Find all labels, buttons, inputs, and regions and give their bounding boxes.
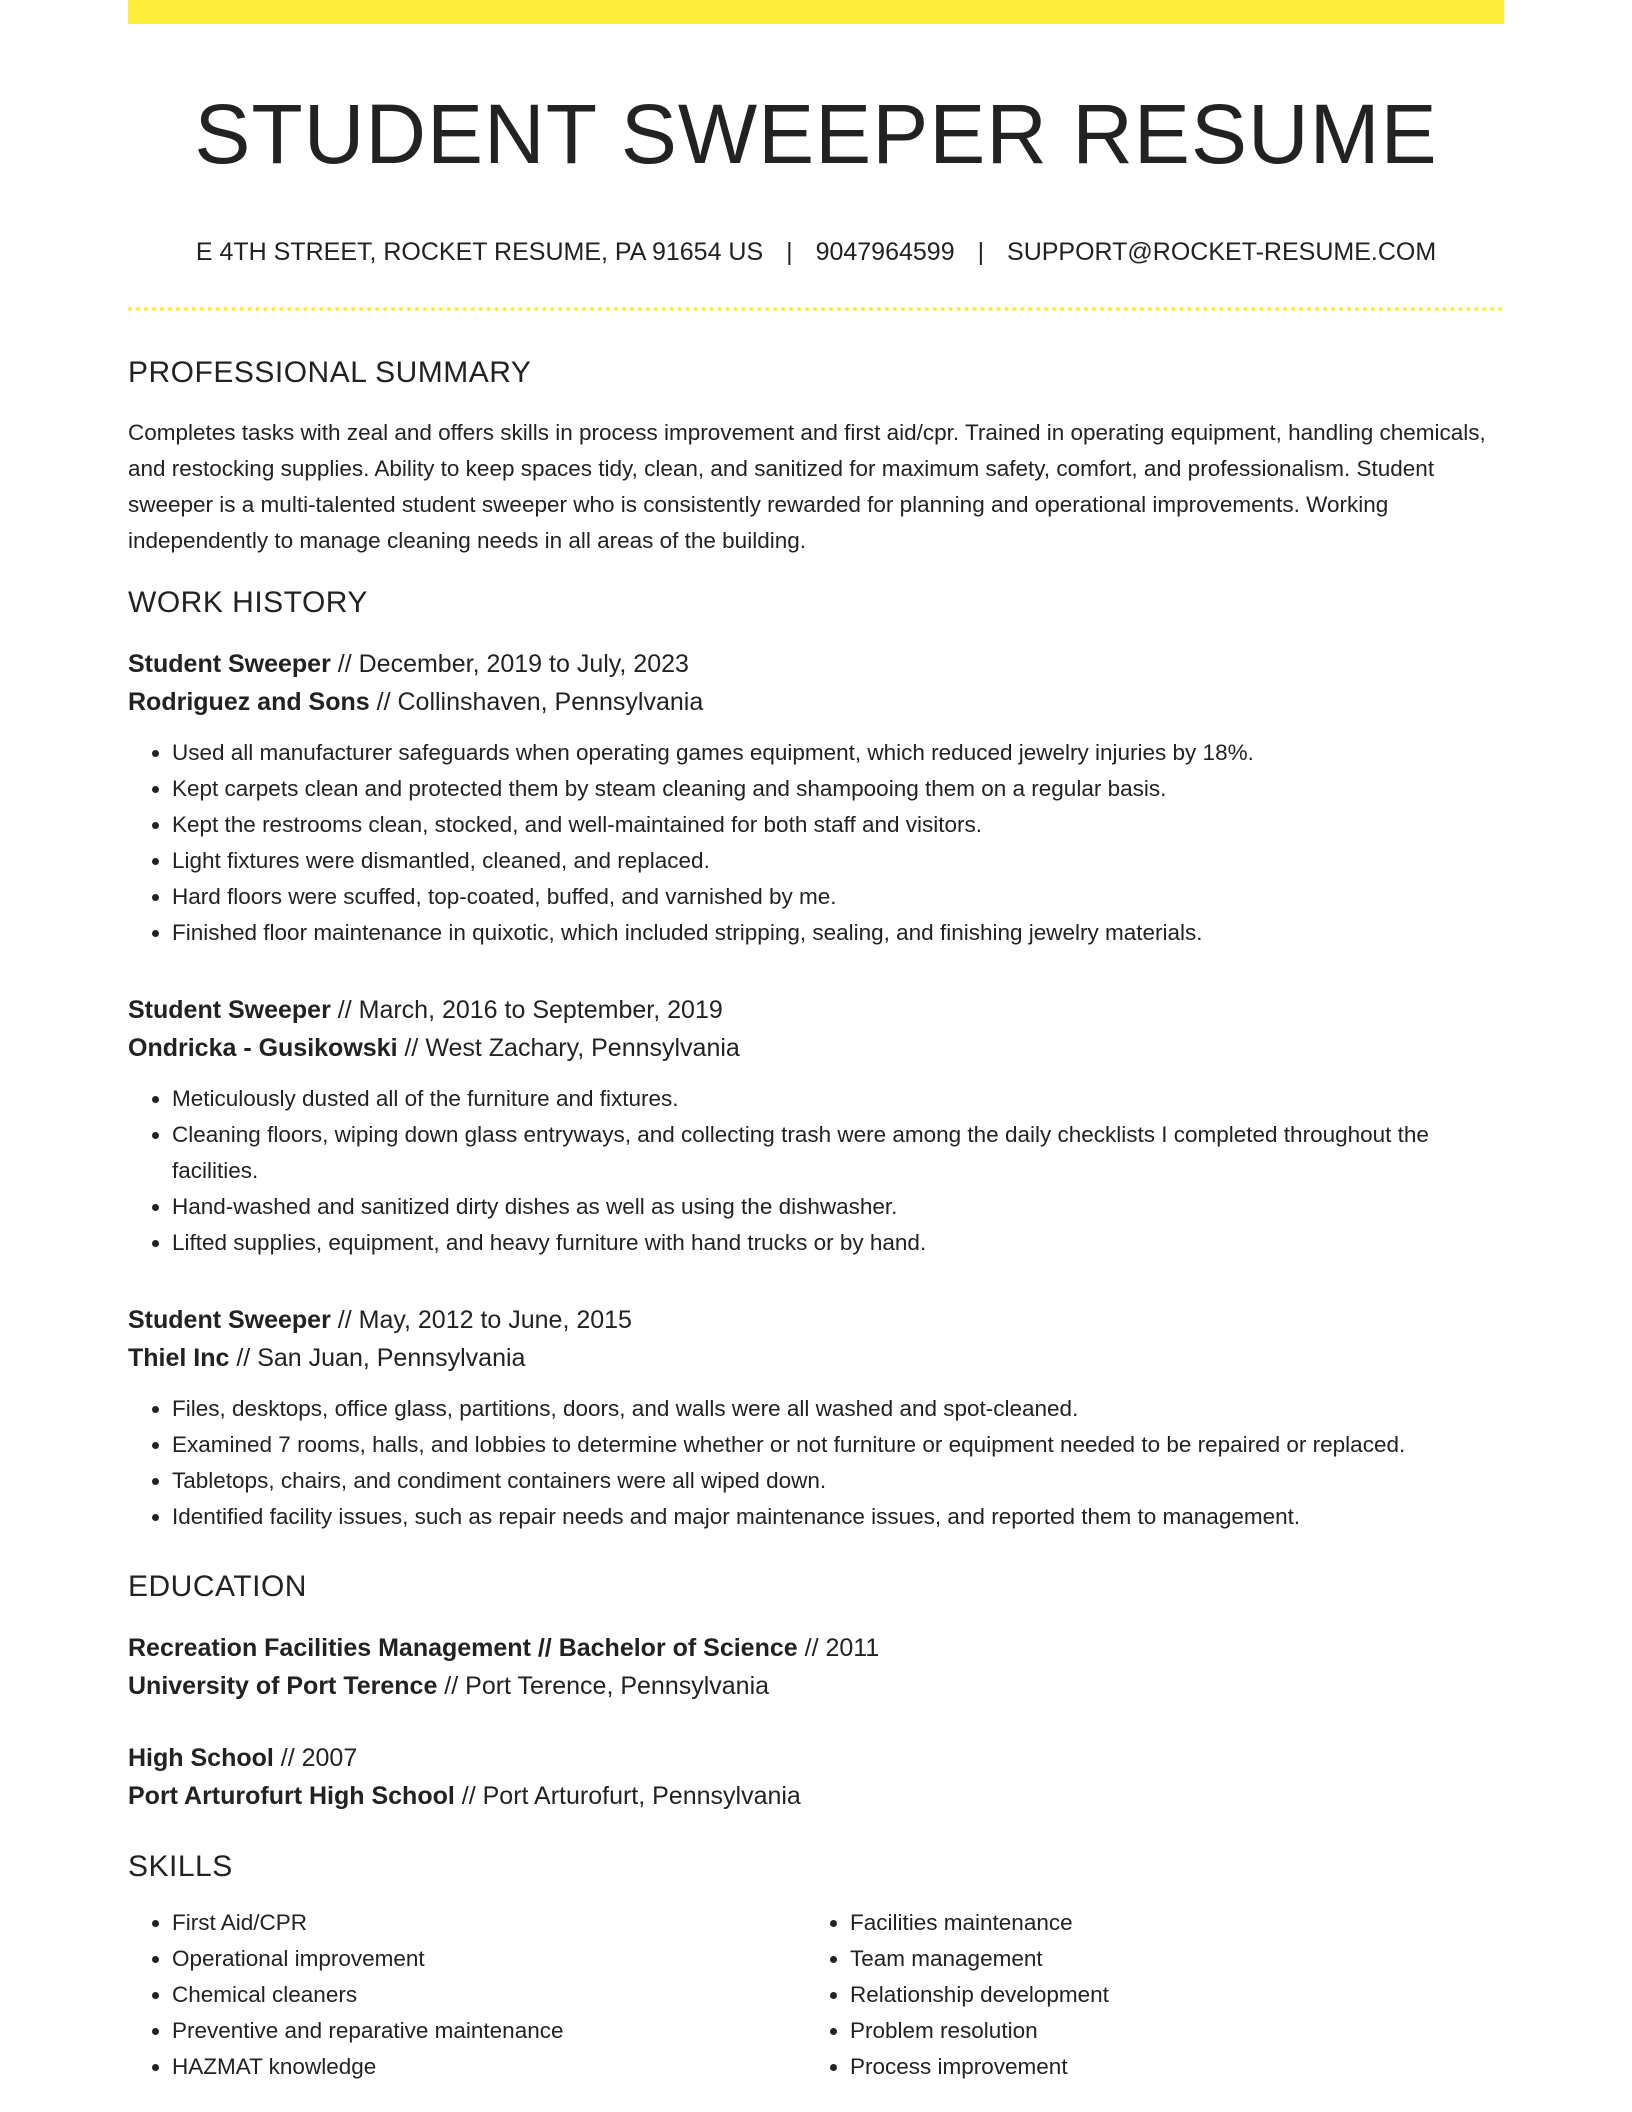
separator: //	[330, 649, 359, 678]
graduation-year: 2011	[825, 1633, 880, 1662]
list-item: • Hand-washed and sanitized dirty dishes as well as using the dishwasher.	[172, 1189, 1504, 1225]
summary-text: Completes tasks with zeal and offers skills in process improvement and first aid/cpr. Trained in operating equipment, handling chemicals, and restocking supplies. Ability to keep spaces tidy, clean, and sanitized for maximum safety, comfort, and professionalism. Student sweeper is a multi-talented student sweeper who is consistently rewarded for planning and operational improvements. Working independently to manage cleaning needs in all areas of the building.	[128, 419, 1486, 553]
separator: //	[229, 1343, 258, 1372]
degree-line	[128, 1629, 1504, 1667]
job-role: Student Sweeper	[128, 1305, 331, 1334]
list-item: • Meticulously dusted all of the furniture and fixtures.	[172, 1081, 1504, 1117]
header-divider	[128, 307, 1504, 311]
skill-item: • Operational improvement	[172, 1941, 806, 1977]
skills-list-right	[806, 1905, 1484, 2085]
school: University of Port Terence	[128, 1671, 438, 1700]
list-item: • Lifted supplies, equipment, and heavy furniture with hand trucks or by hand.	[172, 1225, 1504, 1261]
separator: //	[797, 1633, 826, 1662]
list-item: • Identified facility issues, such as repair needs and major maintenance issues, and reported them to management.	[172, 1499, 1504, 1535]
school-location: Port Arturofurt, Pennsylvania	[482, 1781, 801, 1810]
contact-address: E 4TH STREET, ROCKET RESUME, PA 91654 US	[195, 237, 764, 266]
skill-item: • Facilities maintenance	[850, 1905, 1484, 1941]
graduation-year: 2007	[301, 1743, 358, 1772]
job-entry	[128, 991, 1504, 1261]
job-company-line	[128, 683, 1504, 721]
contact-email: SUPPORT@ROCKET-RESUME.COM	[1007, 237, 1437, 266]
job-duties-list	[128, 1081, 1504, 1261]
summary-heading: PROFESSIONAL SUMMARY	[128, 355, 532, 389]
education-entry	[128, 1739, 1504, 1815]
list-item: • Cleaning floors, wiping down glass entryways, and collecting trash were among the daily checklists I completed throughout the facilities.	[172, 1117, 1504, 1189]
list-item: • Used all manufacturer safeguards when operating games equipment, which reduced jewelry injuries by 18%.	[172, 735, 1504, 771]
skill-item: • Chemical cleaners	[172, 1977, 806, 2013]
school-line	[128, 1777, 1504, 1815]
job-company-line	[128, 1339, 1504, 1377]
job-role: Student Sweeper	[128, 995, 331, 1024]
degree: Recreation Facilities Management // Bachelor of Science	[128, 1633, 798, 1662]
job-location: Collinshaven, Pennsylvania	[397, 687, 704, 716]
job-dates: May, 2012 to June, 2015	[358, 1305, 632, 1334]
contact-line	[128, 237, 1504, 267]
job-duties-list	[128, 735, 1504, 951]
work-history-heading: WORK HISTORY	[128, 585, 368, 619]
list-item: • Finished floor maintenance in quixotic, which included stripping, sealing, and finishing jewelry materials.	[172, 915, 1504, 951]
education-heading: EDUCATION	[128, 1569, 307, 1603]
list-item: • Light fixtures were dismantled, cleaned, and replaced.	[172, 843, 1504, 879]
job-company: Ondricka - Gusikowski	[128, 1033, 398, 1062]
skill-item: • Team management	[850, 1941, 1484, 1977]
degree: High School	[128, 1743, 274, 1772]
contact-separator: |	[786, 237, 793, 266]
skill-item: • Preventive and reparative maintenance	[172, 2013, 806, 2049]
list-item: • Hard floors were scuffed, top-coated, buffed, and varnished by me.	[172, 879, 1504, 915]
job-title-line	[128, 991, 1504, 1029]
job-entry	[128, 645, 1504, 951]
skill-item: • Process improvement	[850, 2049, 1484, 2085]
skills-list-left	[128, 1905, 806, 2085]
separator: //	[397, 1033, 426, 1062]
list-item: • Kept the restrooms clean, stocked, and well-maintained for both staff and visitors.	[172, 807, 1504, 843]
school: Port Arturofurt High School	[128, 1781, 455, 1810]
job-role: Student Sweeper	[128, 649, 331, 678]
job-duties-list	[128, 1391, 1504, 1535]
job-dates: March, 2016 to September, 2019	[358, 995, 723, 1024]
separator: //	[369, 687, 398, 716]
job-location: West Zachary, Pennsylvania	[425, 1033, 740, 1062]
skill-item: • HAZMAT knowledge	[172, 2049, 806, 2085]
resume-page	[128, 0, 1504, 2085]
separator: //	[330, 995, 359, 1024]
degree-line	[128, 1739, 1504, 1777]
separator: //	[437, 1671, 466, 1700]
separator: //	[273, 1743, 302, 1772]
school-location: Port Terence, Pennsylvania	[465, 1671, 770, 1700]
skills-columns	[128, 1905, 1504, 2085]
list-item: • Tabletops, chairs, and condiment containers were all wiped down.	[172, 1463, 1504, 1499]
skill-item: • Relationship development	[850, 1977, 1484, 2013]
resume-title: STUDENT SWEEPER RESUME	[194, 87, 1438, 181]
separator: //	[454, 1781, 483, 1810]
job-company-line	[128, 1029, 1504, 1067]
job-dates: December, 2019 to July, 2023	[358, 649, 689, 678]
list-item: • Kept carpets clean and protected them by steam cleaning and shampooing them on a regular basis.	[172, 771, 1504, 807]
skills-heading: SKILLS	[128, 1849, 233, 1883]
job-company: Rodriguez and Sons	[128, 687, 370, 716]
job-location: San Juan, Pennsylvania	[257, 1343, 526, 1372]
list-item: • Files, desktops, office glass, partitions, doors, and walls were all washed and spot-cleaned.	[172, 1391, 1504, 1427]
education-entry	[128, 1629, 1504, 1705]
job-company: Thiel Inc	[128, 1343, 230, 1372]
school-line	[128, 1667, 1504, 1705]
contact-separator: |	[977, 237, 985, 266]
top-accent-bar	[128, 0, 1504, 24]
job-entry	[128, 1301, 1504, 1535]
skill-item: • Problem resolution	[850, 2013, 1484, 2049]
separator: //	[330, 1305, 359, 1334]
contact-phone: 9047964599	[815, 237, 955, 266]
skill-item: • First Aid/CPR	[172, 1905, 806, 1941]
job-title-line	[128, 645, 1504, 683]
list-item: • Examined 7 rooms, halls, and lobbies to determine whether or not furniture or equipment needed to be repaired or replaced.	[172, 1427, 1504, 1463]
job-title-line	[128, 1301, 1504, 1339]
